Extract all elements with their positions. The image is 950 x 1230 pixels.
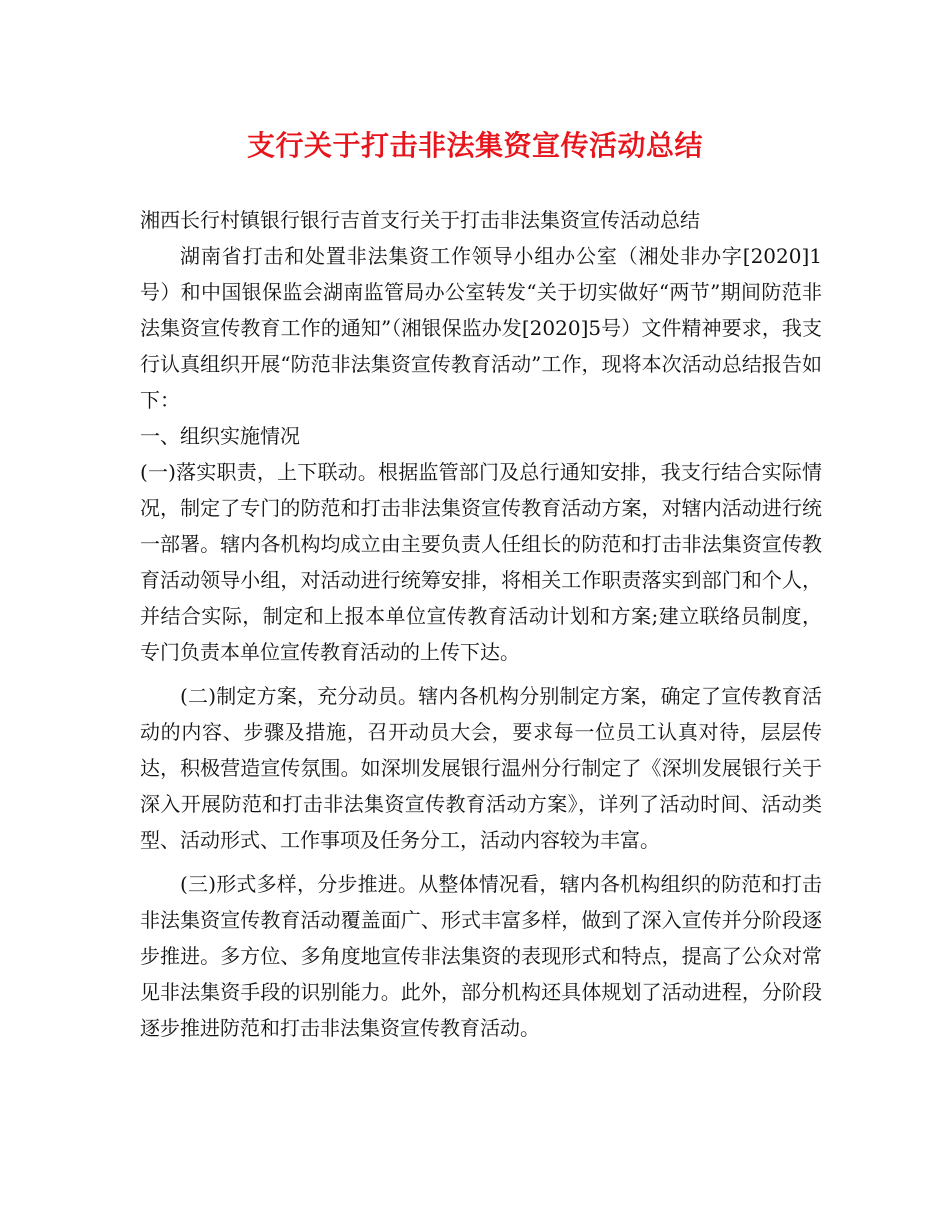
paragraph-plan: (二)制定方案，充分动员。辖内各机构分别制定方案，确定了宣传教育活动的内容、步骤及措施，召开动员大会，要求每一位员工认真对待，层层传达，积极营造宣传氛围。如深圳发展银行温州分行制定了《深圳发展银行关于深入开展防范和打击非法集资宣传教育活动方案》，详列了活动时间、活动类型、活动形式、工作事项及任务分工，活动内容较为丰富。 [140, 684, 822, 852]
document-body [140, 202, 822, 1046]
intro-paragraph: 湖南省打击和处置非法集资工作领导小组办公室（湘处非办字[2020]1号）和中国银保监会湖南监管局办公室转发“关于切实做好“两节”期间防范非法集资宣传教育工作的通知”（湘银保监办发[2020]5号）文件精神要求，我支行认真组织开展“防范非法集资宣传教育活动”工作，现将本次活动总结报告如下： [140, 244, 822, 412]
paragraph-forms: (三)形式多样，分步推进。从整体情况看，辖内各机构组织的防范和打击非法集资宣传教育活动覆盖面广、形式丰富多样，做到了深入宣传并分阶段逐步推进。多方位、多角度地宣传非法集资的表现形式和特点，提高了公众对常见非法集资手段的识别能力。此外，部分机构还具体规划了活动进程，分阶段逐步推进防范和打击非法集资宣传教育活动。 [140, 872, 822, 1040]
section-heading: 一、组织实施情况 [140, 424, 300, 448]
document-title: 支行关于打击非法集资宣传活动总结 [246, 129, 703, 162]
paragraph-duty: (一)落实职责，上下联动。根据监管部门及总行通知安排，我支行结合实际情况，制定了专门的防范和打击非法集资宣传教育活动方案，对辖内活动进行统一部署。辖内各机构均成立由主要负责人任组长的防范和打击非法集资宣传教育活动领导小组，对活动进行统筹安排，将相关工作职责落实到部门和个人，并结合实际，制定和上报本单位宣传教育活动计划和方案;建立联络员制度，专门负责本单位宣传教育活动的上传下达。 [140, 460, 822, 664]
subtitle-line: 湘西长行村镇银行银行吉首支行关于打击非法集资宣传活动总结 [140, 208, 700, 232]
